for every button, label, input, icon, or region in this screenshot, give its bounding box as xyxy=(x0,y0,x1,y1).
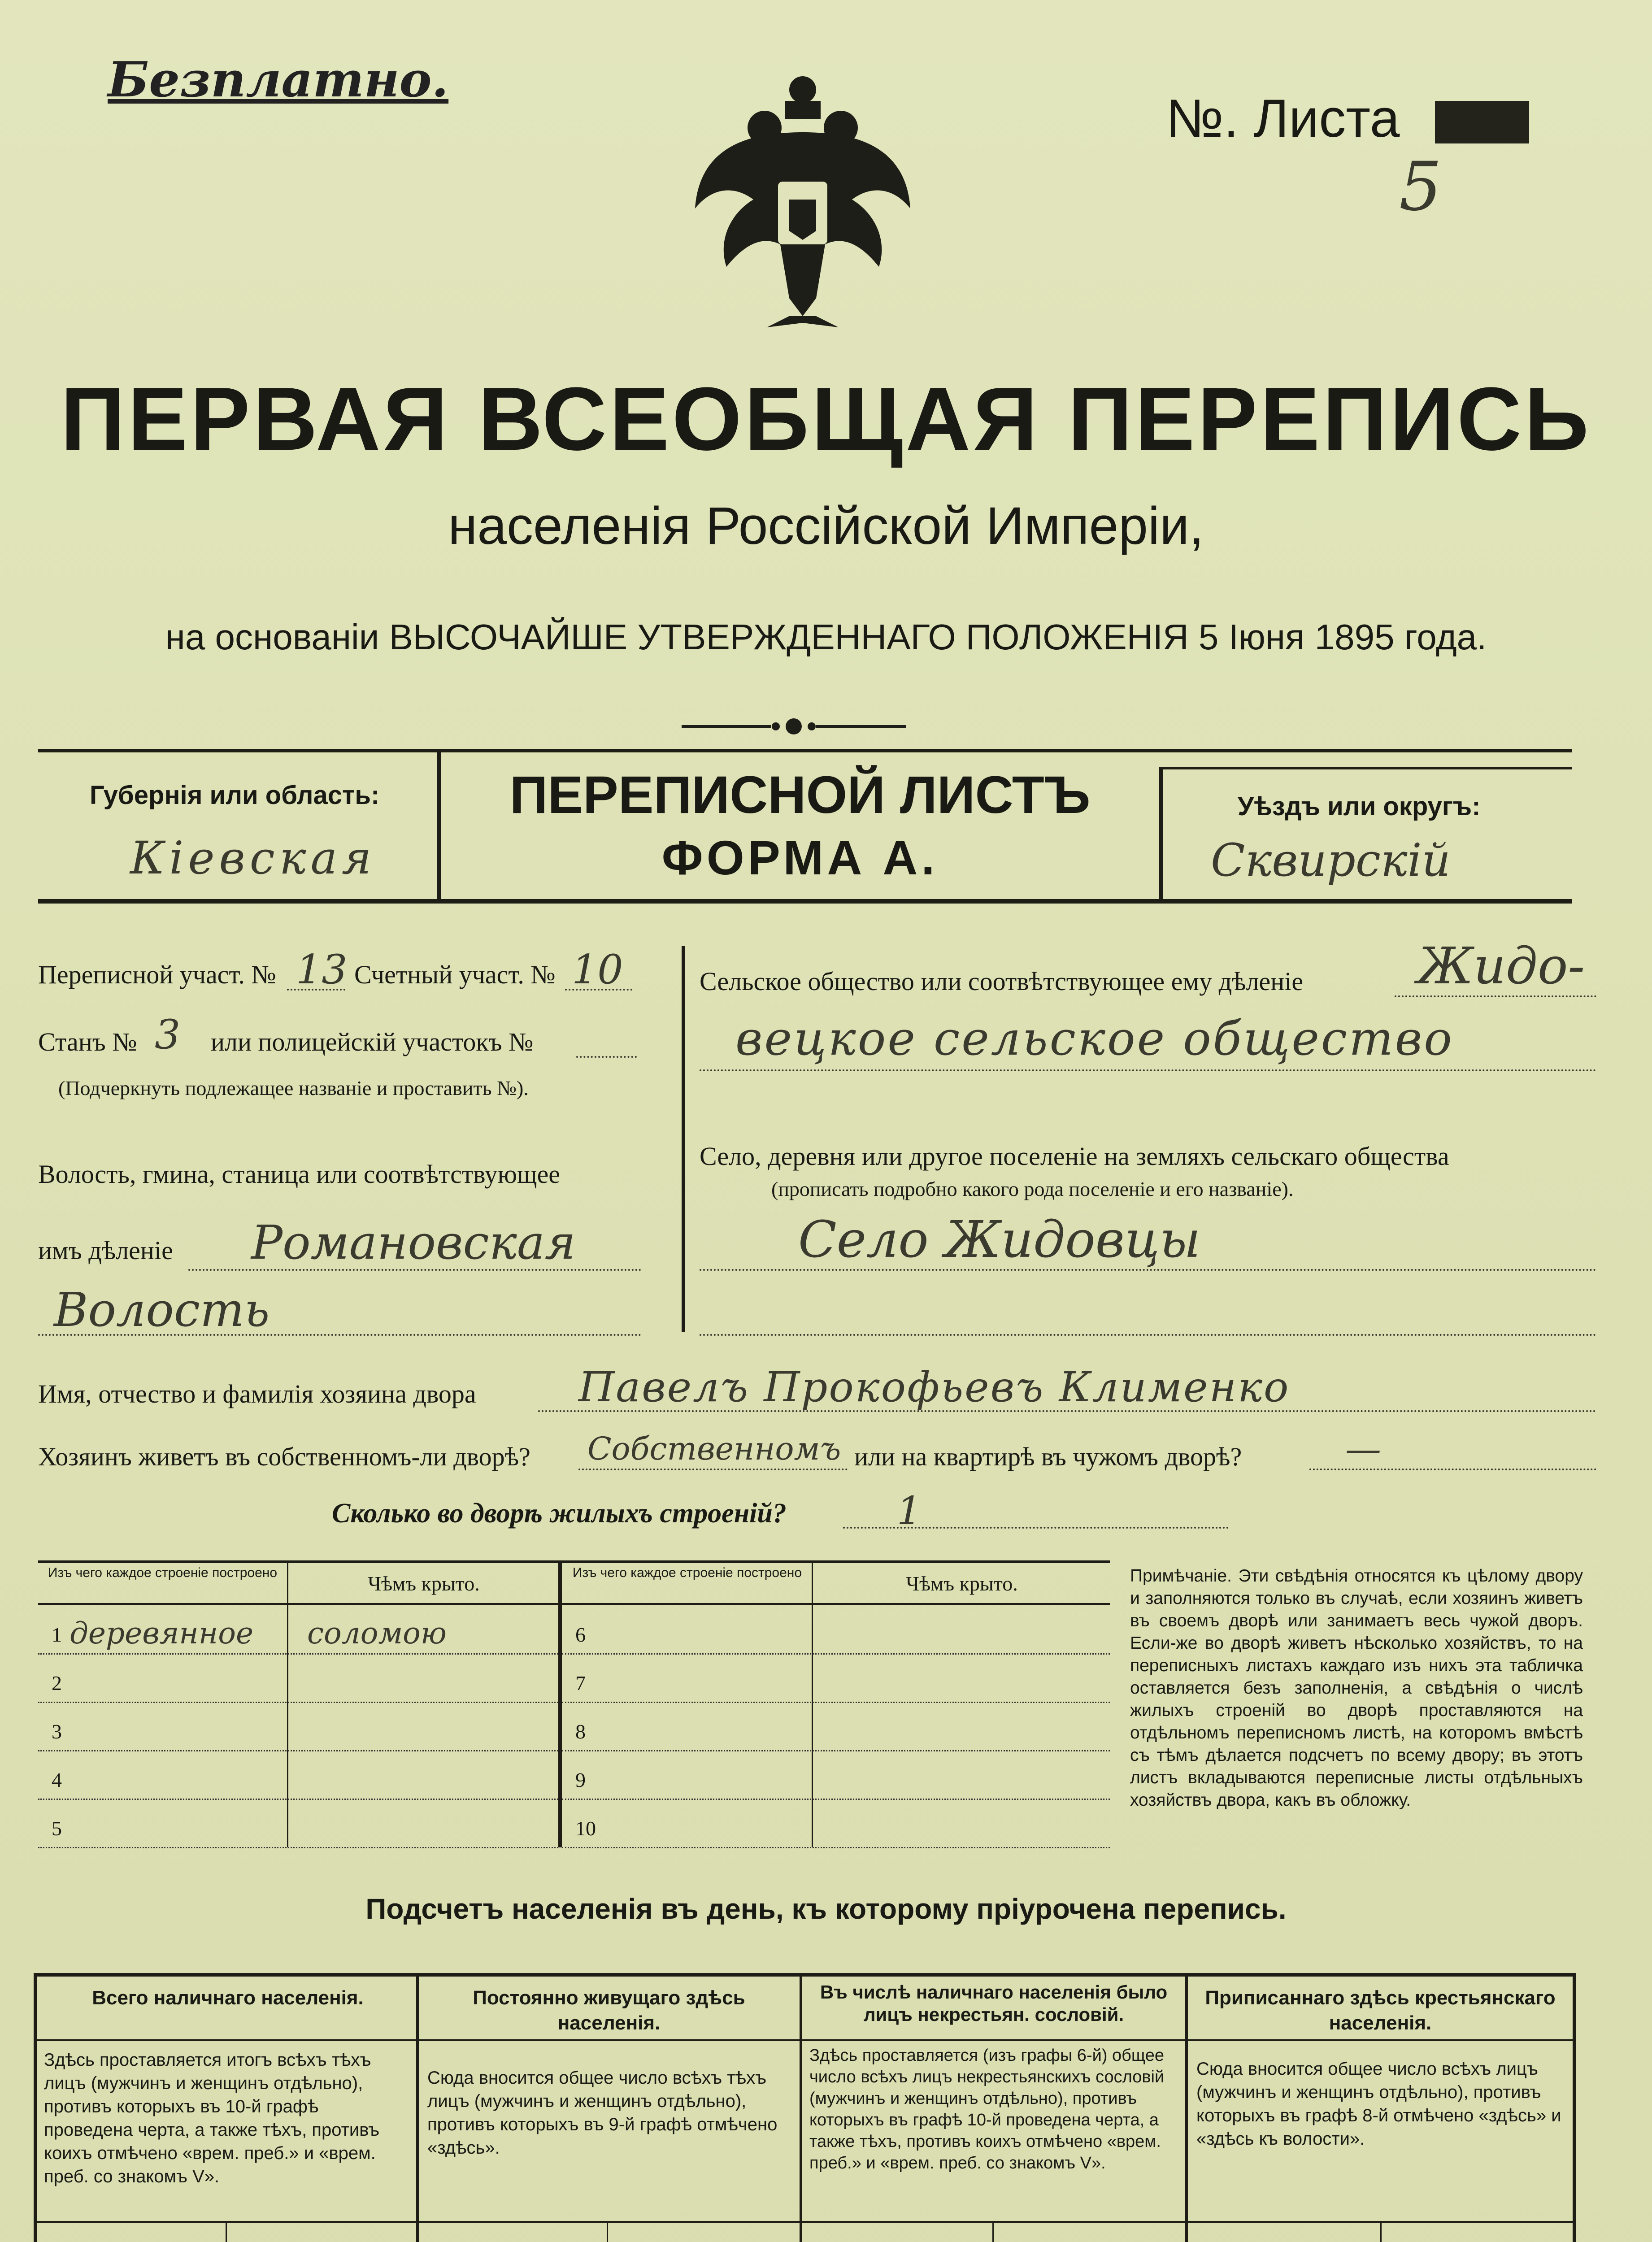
sheet-number-stamp xyxy=(1435,101,1529,143)
rent-value: — xyxy=(1345,1428,1381,1470)
table-row xyxy=(38,1799,558,1848)
volost-label-2: имъ дѣленіе xyxy=(38,1236,173,1265)
sheet-number-label: №. Листа xyxy=(1166,88,1400,148)
count-col-2-title: Постоянно живущаго здѣсь населенія. xyxy=(473,1987,745,2034)
count-desc-rule xyxy=(37,2221,1573,2223)
own-yard-dots xyxy=(578,1469,848,1470)
uchastok-label: Переписной участ. № xyxy=(38,960,276,989)
schetny-label: Счетный участ. № xyxy=(354,960,556,989)
obshchestvo-value-2: вецкое сельское общество xyxy=(735,1011,1454,1066)
uezd-value: Сквирскій xyxy=(1211,834,1451,886)
count-table xyxy=(34,1973,1576,2242)
row-number: 9 xyxy=(575,1768,586,1791)
uezd-label: Уѣздъ или округъ: xyxy=(1238,792,1481,821)
table-row xyxy=(38,1605,558,1655)
table-row xyxy=(562,1702,1110,1751)
band-right-divider xyxy=(1159,767,1163,904)
row-number: 1 xyxy=(52,1623,62,1646)
selo-dots-2 xyxy=(700,1334,1596,1336)
table-row xyxy=(38,1750,558,1800)
row-material: деревянное xyxy=(70,1616,254,1651)
table-row xyxy=(562,1799,1110,1848)
buildings-label: Сколько во дворѣ жилыхъ строеній? xyxy=(332,1498,787,1529)
free-label: Безплатно. xyxy=(108,52,449,108)
volost-value-1: Романовская xyxy=(251,1215,576,1270)
sheet-number-value: 5 xyxy=(1399,148,1442,226)
count-col-3-desc: Здѣсь проставляется (изъ графы 6-й) общее число всѣхъ лицъ некрестьянскихъ сословій (мужчинъ и женщинъ отдѣльно), противъ которыхъ въ графѣ 10-й проведена черта, а также тѣхъ, противъ коихъ отмѣчено «врем. преб.» и «врем. преб. со знакомъ V». xyxy=(809,2046,1165,2172)
owner-dots xyxy=(538,1410,1596,1412)
count-col-3-title: Въ числѣ наличнаго населенія было лицъ некрестьян. сословій. xyxy=(820,1981,1168,2025)
count-split-3 xyxy=(992,2221,994,2242)
row-number: 4 xyxy=(52,1768,62,1791)
band-right-top xyxy=(1159,767,1572,769)
buildings-left-roof-header: Чѣмъ крыто. xyxy=(368,1572,480,1595)
count-divider-1 xyxy=(416,1977,419,2242)
count-heading: Подсчетъ населенія въ день, къ которому пріурочена перепись. xyxy=(365,1893,1287,1925)
band-top-rule xyxy=(38,749,1572,752)
form-title: ПЕРЕПИСНОЙ ЛИСТЪ xyxy=(509,765,1091,825)
selo-label: Село, деревня или другое поселеніе на земляхъ сельскаго общества xyxy=(700,1142,1449,1171)
row-number: 10 xyxy=(575,1817,596,1840)
row-number: 8 xyxy=(575,1720,586,1743)
row-number: 5 xyxy=(52,1817,62,1840)
rent-dots xyxy=(1309,1469,1596,1470)
count-title-rule xyxy=(37,2039,1573,2041)
row-number: 3 xyxy=(52,1720,62,1743)
gubernia-label: Губернія или область: xyxy=(90,781,380,810)
count-col-1-title: Всего наличнаго населенія. xyxy=(92,1987,364,2009)
selo-note: (прописать подробно какого рода поселеніе и его названіе). xyxy=(771,1177,1294,1200)
buildings-left-rows xyxy=(38,1605,558,1847)
row-roof: соломою xyxy=(307,1616,447,1651)
ornament-divider xyxy=(682,715,906,738)
schetny-dots xyxy=(565,989,632,991)
volost-dots-1 xyxy=(188,1269,641,1271)
count-divider-2 xyxy=(800,1977,802,2242)
count-split-4 xyxy=(1380,2221,1382,2242)
form-subtitle: ФОРМА А. xyxy=(661,830,939,885)
main-title: ПЕРВАЯ ВСЕОБЩАЯ ПЕРЕПИСЬ xyxy=(61,369,1591,469)
count-col-4-title: Приписаннаго здѣсь крестьянскаго населенія. xyxy=(1205,1987,1556,2034)
buildings-value: 1 xyxy=(897,1489,922,1534)
rent-label: или на квартирѣ въ чужомъ дворѣ? xyxy=(854,1442,1242,1471)
stan-value: 3 xyxy=(155,1011,181,1058)
buildings-table-middle xyxy=(558,1560,562,1847)
subtitle: населенія Россійской Имперіи, xyxy=(448,496,1204,556)
stan-label: Станъ № xyxy=(38,1027,137,1056)
band-left-divider xyxy=(437,749,441,904)
stan-label-2: или полицейскій участокъ № xyxy=(211,1027,534,1056)
row-number: 2 xyxy=(52,1672,62,1695)
table-row xyxy=(562,1605,1110,1655)
count-split-2 xyxy=(607,2221,608,2242)
count-col-1-desc: Здѣсь проставляется итогъ всѣхъ тѣхъ лицъ (мужчинъ и женщинъ отдѣльно), противъ которыхъ въ 10-й графѣ проведена черта, а также тѣхъ, противъ коихъ отмѣчено «врем. преб.» и «врем. преб. со знакомъ V». xyxy=(44,2050,380,2186)
table-row xyxy=(562,1653,1110,1703)
selo-dots-1 xyxy=(700,1269,1596,1271)
buildings-left-material-header: Изъ чего каждое строеніе построено xyxy=(48,1565,278,1580)
count-split-1 xyxy=(226,2221,227,2242)
schetny-value: 10 xyxy=(572,946,623,993)
buildings-right-rows xyxy=(562,1605,1110,1847)
imperial-eagle-icon xyxy=(686,65,919,330)
owner-label: Имя, отчество и фамилія хозяина двора xyxy=(38,1379,476,1408)
fields-divider xyxy=(682,946,685,1332)
obshchestvo-dots-2 xyxy=(700,1069,1596,1071)
obshchestvo-dots-1 xyxy=(1395,995,1596,997)
row-number: 6 xyxy=(575,1623,586,1646)
stan-dots xyxy=(576,1056,637,1058)
table-row xyxy=(38,1653,558,1703)
owner-value: Павелъ Прокофьевъ Клименко xyxy=(578,1363,1290,1411)
count-col-4-desc: Сюда вносится общее число всѣхъ лицъ (мужчинъ и женщинъ отдѣльно), противъ которыхъ въ графѣ 8-й отмѣчено «здѣсь» и «здѣсь къ волости». xyxy=(1196,2059,1561,2149)
table-row xyxy=(38,1702,558,1751)
obshchestvo-label: Сельское общество или соотвѣтствующее ему дѣленіе xyxy=(700,967,1304,996)
count-col-2-desc: Сюда вносится общее число всѣхъ тѣхъ лицъ (мужчинъ и женщинъ отдѣльно), противъ которыхъ въ 9-й графѣ отмѣчено «здѣсь». xyxy=(427,2068,778,2158)
volost-dots-2 xyxy=(38,1334,641,1336)
stan-note: (Подчеркнуть подлежащее названіе и проставить №). xyxy=(58,1077,529,1099)
buildings-right-roof-header: Чѣмъ крыто. xyxy=(906,1572,1018,1595)
uchastok-value: 13 xyxy=(296,946,348,993)
buildings-note: Примѣчаніе. Эти свѣдѣнія относятся къ цѣлому двору и заполняются только въ случаѣ, если хозяинъ живетъ въ своемъ дворѣ или занимаетъ весь чужой дворъ. Если-же во дворѣ живетъ нѣсколько хозяйствъ, то на переписныхъ листахъ каждаго изъ нихъ эта табличка оставляется безъ заполненія, а свѣдѣнія о числѣ жилыхъ строеній во дворѣ проставляются на отдѣльномъ переписномъ листѣ, на которомъ вмѣстѣ съ тѣмъ дѣлается подсчетъ по всему двору; въ этотъ листъ вкладываются переписные листы отдѣльныхъ хозяйствъ двора, какъ въ обложку. xyxy=(1130,1566,1583,1810)
buildings-right-material-header: Изъ чего каждое строеніе построено xyxy=(572,1565,802,1580)
obshchestvo-value-1: Жидо- xyxy=(1417,937,1585,995)
basis-line: на основаніи ВЫСОЧАЙШЕ УТВЕРЖДЕННАГО ПОЛОЖЕНІЯ 5 Іюня 1895 года. xyxy=(165,617,1487,657)
band-bottom-rule xyxy=(38,899,1572,904)
own-yard-value: Собственномъ xyxy=(587,1430,841,1467)
volost-label-1: Волость, гмина, станица или соотвѣтствующее xyxy=(38,1160,561,1189)
own-yard-label: Хозяинъ живетъ въ собственномъ-ли дворѣ? xyxy=(38,1442,530,1471)
buildings-dots xyxy=(843,1527,1229,1529)
uchastok-dots xyxy=(287,989,345,991)
selo-value: Село Жидовцы xyxy=(798,1211,1201,1269)
row-number: 7 xyxy=(575,1672,586,1695)
table-row xyxy=(562,1750,1110,1800)
volost-value-2: Волость xyxy=(54,1282,270,1337)
gubernia-value: Кіевская xyxy=(130,832,376,884)
count-divider-3 xyxy=(1185,1977,1188,2242)
buildings-table-top xyxy=(38,1560,1110,1563)
